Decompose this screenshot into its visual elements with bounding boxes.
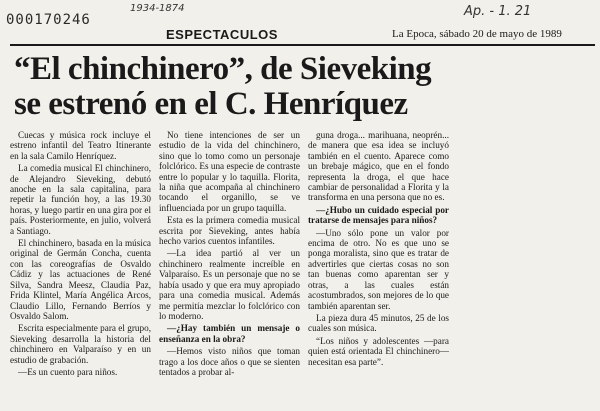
article-paragraph: guna droga... marihuana, neoprén... de manera que esa idea se incluyó también en el cuento. Aparece como un brebaje mágico, que en el fondo representa la droga, el que hace cambiar de personalidad a Florita y la transforma en una persona que no es. [308, 130, 449, 203]
article-paragraph: Escrita especialmente para el grupo, Sieveking desarrolla la historia del chinchinero en Valparaíso y en un estudio de grabación. [10, 323, 151, 365]
interview-question: —¿Hay también un mensaje o enseñanza en la obra? [159, 323, 300, 344]
article-paragraph: Esta es la primera comedia musical escrita por Sieveking, antes había hecho varios cuentos infantiles. [159, 215, 300, 247]
article-column-1 [10, 130, 151, 410]
archive-id-stamp: 000170246 [6, 12, 91, 28]
section-label: ESPECTACULOS [166, 27, 278, 42]
article-paragraph: Cuecas y música rock incluye el estreno infantil del Teatro Itinerante en la sala Camilo Henríquez. [10, 130, 151, 161]
headline [14, 52, 594, 122]
article-body [10, 130, 598, 410]
article-paragraph: El chinchinero, basada en la música original de Germán Concha, cuenta con las coreografías de Osvaldo Cádiz y las actuaciones de René Silva, Sandra Meesz, Claudia Paz, Frida Klintel, María Angélica Arcos, Claudio Lillo, Fernando Berríos y Osvaldo Salom. [10, 238, 151, 321]
header-rule [10, 44, 595, 46]
article-paragraph: “Los niños y adolescentes —para quien está orientada El chinchinero— necesitan esa parte”. [308, 335, 449, 367]
article-column-3 [308, 130, 449, 410]
handwritten-year-note: 1934-1874 [130, 3, 185, 14]
headline-line-1: “El chinchinero”, de Sieveking [14, 51, 432, 87]
interview-question: —¿Hubo un cuidado especial por tratarse de mensajes para niños? [308, 204, 449, 226]
dateline: La Epoca, sábado 20 de mayo de 1989 [392, 28, 562, 40]
article-paragraph: —Es un cuento para niños. [18, 366, 118, 377]
article-paragraph: La pieza dura 45 minutos, 25 de los cuales son música. [308, 312, 449, 334]
article-column-2 [159, 130, 300, 410]
article-paragraph: —Uno sólo pone un valor por encima de otro. No es que uno se ponga moralista, sino que es tratar de advertirles que ciertas cosas no son tan buenas como aparentan ser y otras, a las cuales están acostumbrados, son mejores de lo que también aparentan ser. [308, 227, 449, 311]
article-paragraph: La comedia musical El chinchinero, de Alejandro Sieveking, debutó anoche en la sala capitalina, para repetir la función hoy, a las 19.30 horas, y luego partir en una gira por el país. Posteriormente, en julio, volverá a Santiago. [10, 163, 151, 236]
handwritten-ref-note: Ap. - 1. 21 [464, 4, 532, 19]
article-paragraph: No tiene intenciones de ser un estudio de la vida del chinchinero, sino que lo tomo como un personaje folclórico. Es una especie de contraste entre lo popular y lo taquilla. Florita, la niña que acompaña al chinchinero tocando el organillo, se ve influenciada por un grupo taquilla. [159, 130, 300, 213]
article-column-4 [457, 130, 598, 410]
headline-line-2: se estrenó en el C. Henríquez [14, 86, 408, 122]
article-paragraph: —Hemos visto niños que toman trago a los doce años o que se sienten tentados a probar al- [159, 346, 300, 377]
article-paragraph: —La idea partió al ver un chinchinero realmente increíble en Valparaíso. Es un personaje que no se había usado y que era muy apropiado para una comedia musical. Además me permitía mezclar lo folclórico con lo moderno. [159, 248, 300, 321]
